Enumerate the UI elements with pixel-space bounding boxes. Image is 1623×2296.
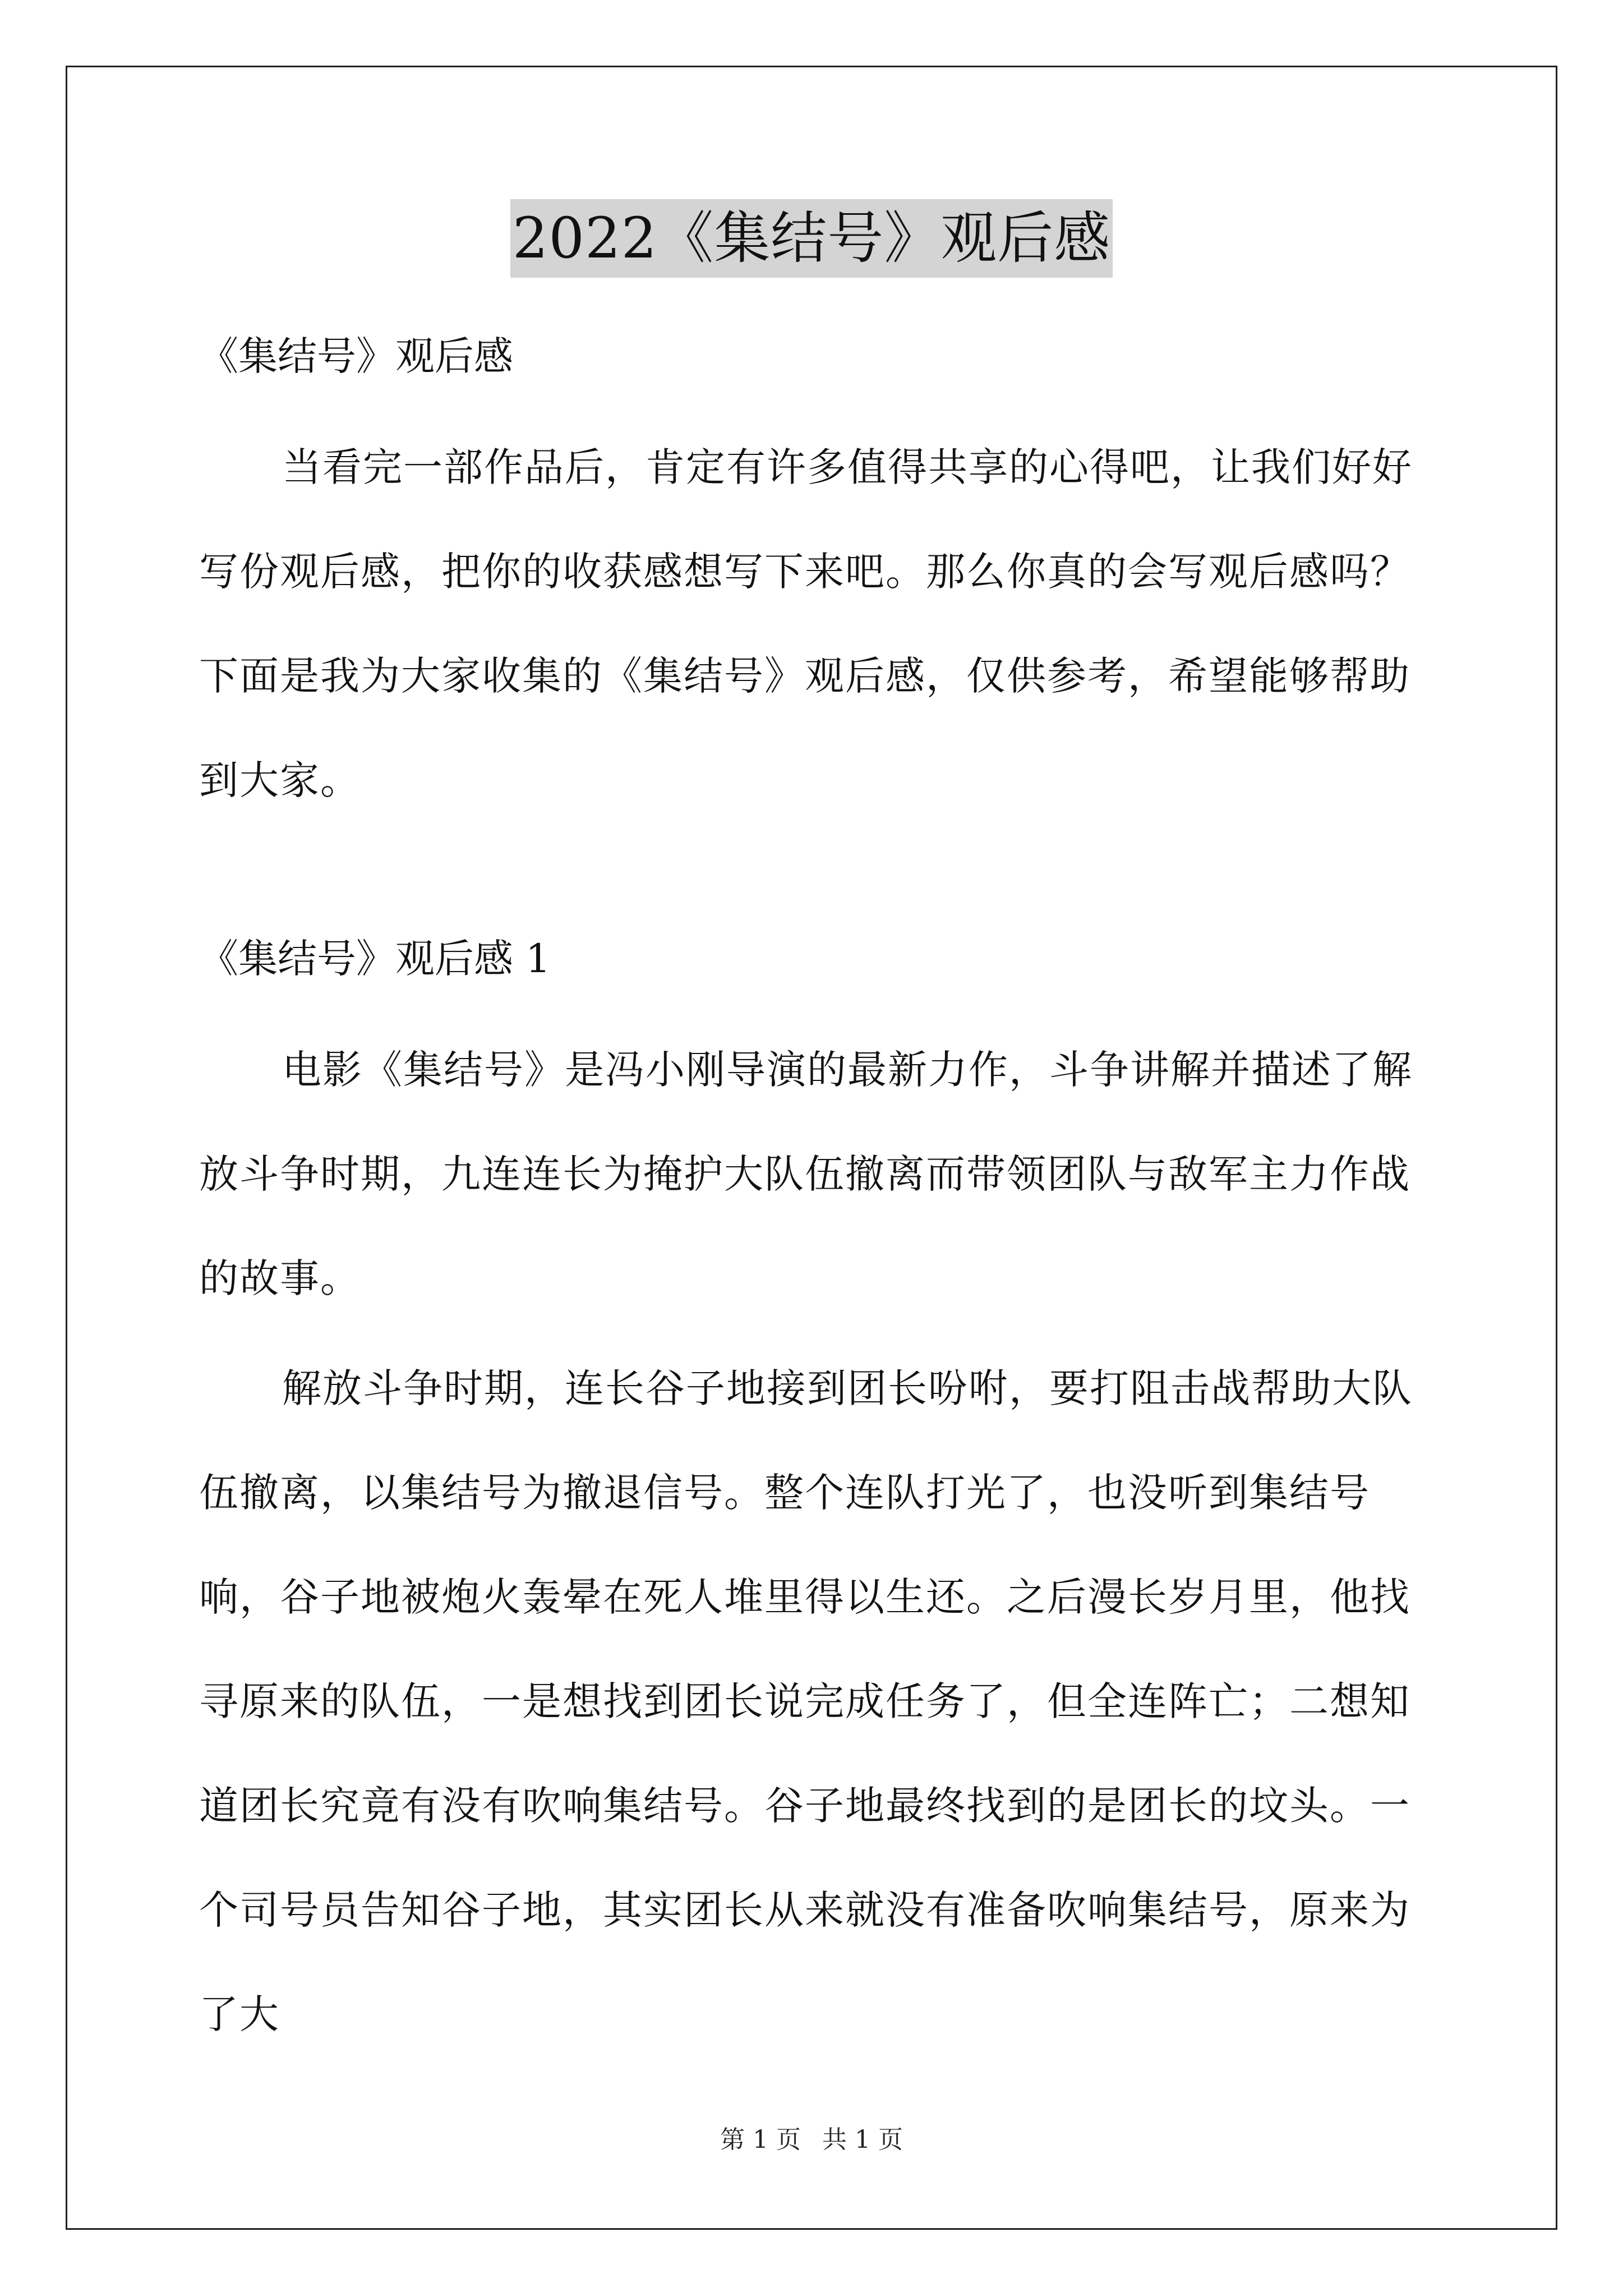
page-number: 第 1 页 — [720, 2125, 801, 2154]
essay-heading: 《集结号》观后感 1 — [199, 936, 551, 982]
body-paragraph-1: 电影《集结号》是冯小刚导演的最新力作，斗争讲解并描述了解放斗争时期，九连连长为掩护大队伍撤离而带领团队与敌军主力作战的故事。 — [199, 1047, 1413, 1301]
page-total: 共 1 页 — [822, 2125, 903, 2154]
body-paragraph-2: 解放斗争时期，连长谷子地接到团长吩咐，要打阻击战帮助大队伍撤离，以集结号为撤退信号。整个连队打光了，也没听到集结号响，谷子地被炮火轰晕在死人堆里得以生还。之后漫长岁月里，他找寻原来的队伍，一是想找到团长说完成任务了，但全连阵亡；二想知道团长究竟有没有吹响集结号。谷子地最终找到的是团长的坟头。一个司号员告知谷子地，其实团长从来就没有准备吹响集结号，原来为了大 — [199, 1365, 1413, 2037]
title-container — [0, 199, 1623, 278]
intro-paragraph: 当看完一部作品后，肯定有许多值得共享的心得吧，让我们好好写份观后感，把你的收获感想写下来吧。那么你真的会写观后感吗？下面是我为大家收集的《集结号》观后感，仅供参考，希望能够帮助到大家。 — [199, 444, 1413, 803]
page-footer — [0, 2123, 1623, 2157]
section-heading: 《集结号》观后感 — [199, 333, 513, 379]
document-body — [199, 303, 1433, 2067]
document-title: 2022《集结号》观后感 — [510, 199, 1113, 278]
